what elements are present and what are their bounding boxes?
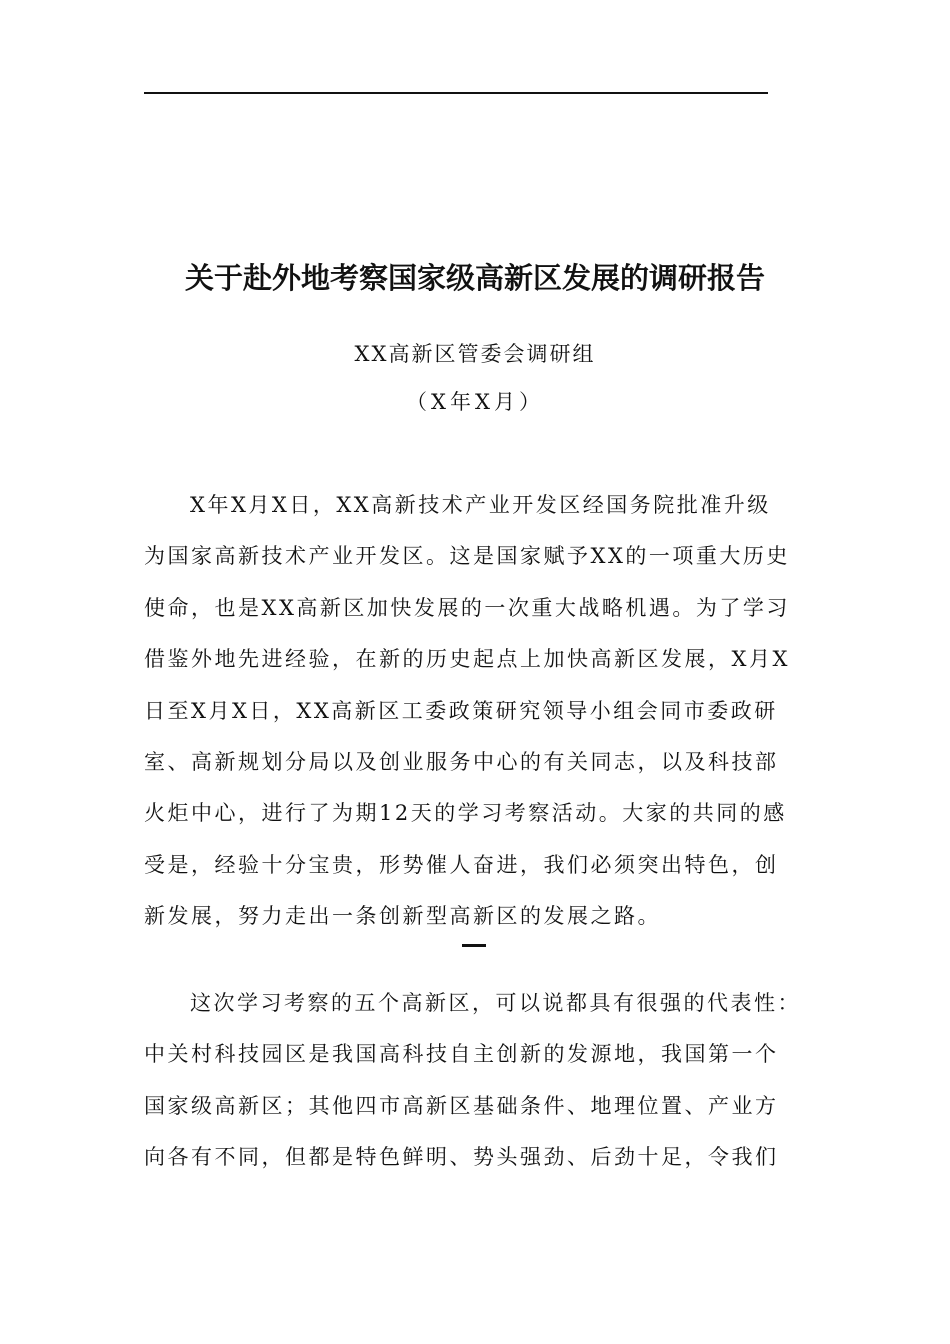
header-rule [144,92,768,94]
document-title: 关于赴外地考察国家级高新区发展的调研报告 [184,261,765,295]
document-date: （X年X月） [406,390,544,414]
document-author: XX高新区管委会调研组 [354,342,596,366]
paragraph-line: 受是，经验十分宝贵，形势催人奋进，我们必须突出特色，创 [144,852,779,877]
paragraph-line: 室、高新规划分局以及创业服务中心的有关同志，以及科技部 [144,749,779,774]
paragraph-line: 借鉴外地先进经验，在新的历史起点上加快高新区发展，X月X [144,647,790,672]
paragraph-line: 新发展，努力走出一条创新型高新区的发展之路。 [144,904,661,929]
paragraph-line: 向各有不同，但都是特色鲜明、势头强劲、后劲十足，令我们 [144,1145,779,1170]
paragraph-line: 使命，也是XX高新区加快发展的一次重大战略机遇。为了学习 [144,595,790,620]
paragraph-line: 国家级高新区；其他四市高新区基础条件、地理位置、产业方 [144,1093,779,1118]
paragraph-line: 火炬中心，进行了为期12天的学习考察活动。大家的共同的感 [144,801,787,826]
paragraph-line: 日至X月X日，XX高新区工委政策研究领导小组会同市委政研 [144,698,778,723]
paragraph-1 [144,480,824,943]
paragraph-line: X年X月X日，XX高新技术产业开发区经国务院批准升级 [190,493,771,517]
section-marker-one [462,944,486,947]
paragraph-2 [144,978,824,1184]
paragraph-line: 中关村科技园区是我国高科技自主创新的发源地，我国第一个 [144,1042,779,1067]
paragraph-line: 这次学习考察的五个高新区，可以说都具有很强的代表性： [190,991,801,1015]
paragraph-line: 为国家高新技术产业开发区。这是国家赋予XX的一项重大历史 [144,544,790,569]
